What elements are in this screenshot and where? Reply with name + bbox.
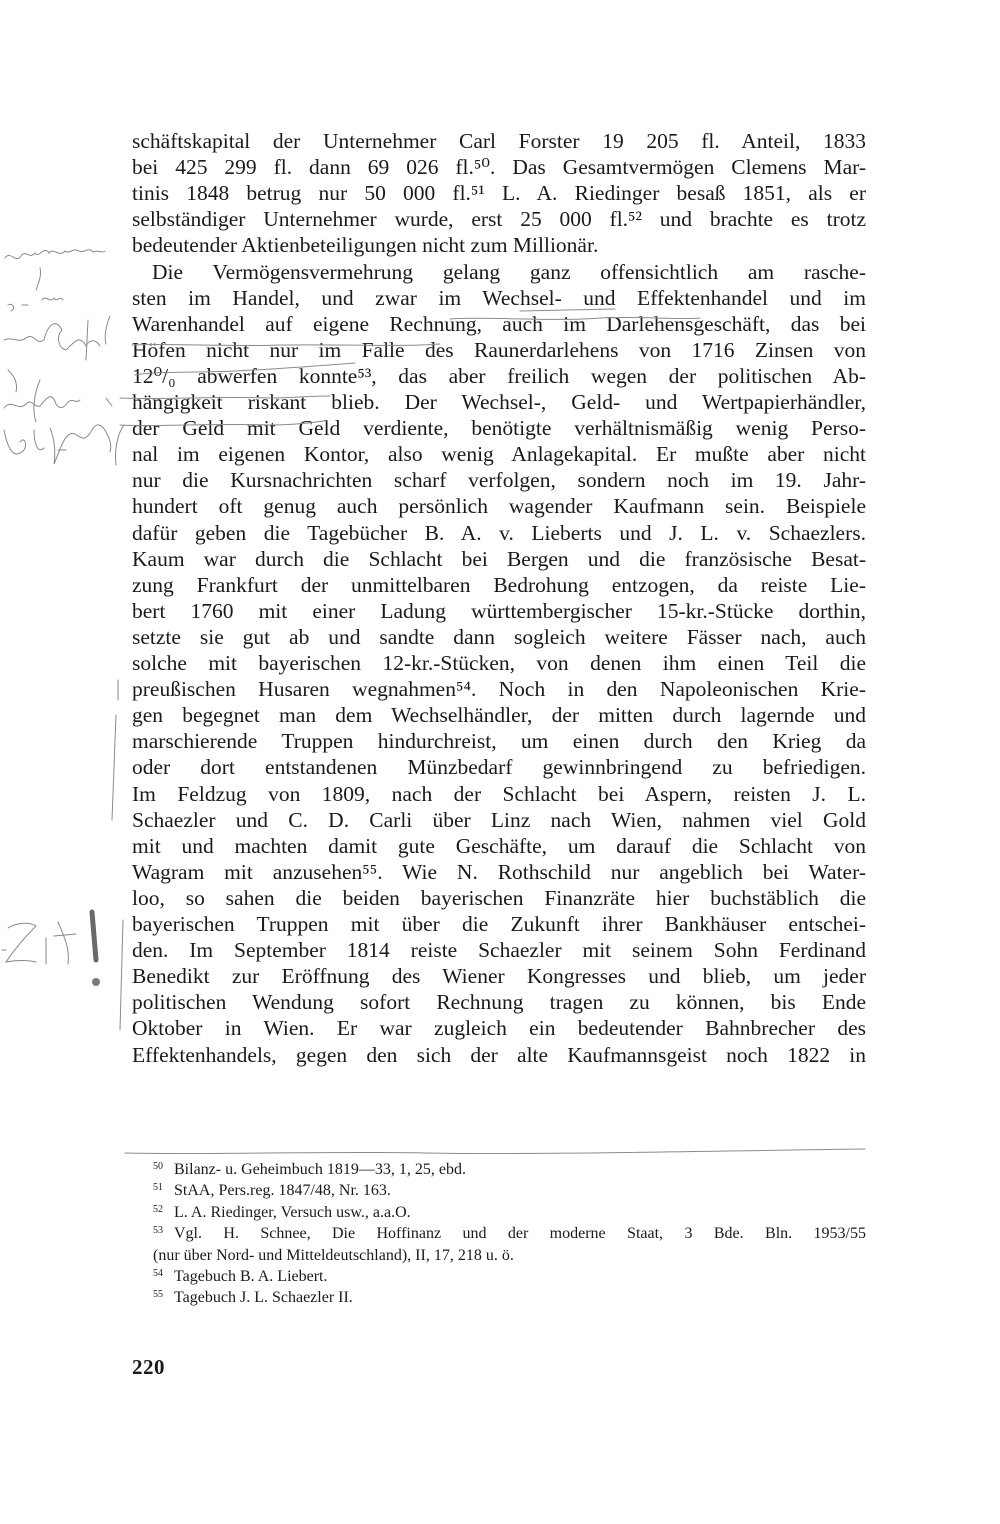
body-text-line: Die Vermögensvermehrung gelang ganz offensichtlich am rasche-: [152, 259, 866, 284]
body-text-line: 12⁰/₀ abwerfen konnte⁵³, das aber freilich wegen der politischen Ab-: [132, 363, 866, 388]
body-text-line: bei 425 299 fl. dann 69 026 fl.⁵⁰. Das Gesamtvermögen Clemens Mar-: [132, 155, 866, 180]
margin-note-scribble: [8, 370, 17, 392]
body-text-line: hängigkeit riskant blieb. Der Wechsel-, Geld- und Wertpapierhändler,: [132, 390, 866, 414]
margin-bar: [92, 912, 96, 960]
body-text-line: Warenhandel auf eigene Rechnung, auch im Darlehensgeschäft, das bei: [132, 311, 866, 336]
body-text-line: gen begegnet man dem Wechselhändler, der mitten durch lagernde und: [132, 703, 866, 728]
footnote-text: StAA, Pers.reg. 1847/48, Nr. 163.: [174, 1182, 391, 1200]
body-text-line: nur die Kursnachrichten scharf verfolgen, sondern noch im 19. Jahr-: [132, 468, 866, 493]
margin-note-zit: [6, 922, 76, 964]
margin-dot: [92, 978, 100, 986]
body-text-line: mit und machten damit gute Geschäfte, um darauf die Schlacht von: [132, 833, 866, 858]
body-text-line: Wagram mit anzusehen⁵⁵. Wie N. Rothschild nur angeblich bei Water-: [132, 859, 866, 884]
footnote-number: 52: [153, 1203, 163, 1215]
margin-bar: [112, 715, 116, 820]
footnote-text: Bilanz- u. Geheimbuch 1819—33, 1, 25, ebd.: [174, 1161, 466, 1178]
footnote-number: 50: [153, 1161, 163, 1172]
footnote-text: L. A. Riedinger, Versuch usw., a.a.O.: [174, 1203, 411, 1221]
margin-note-scribble: [8, 298, 63, 311]
body-text-line: Oktober in Wien. Er war zugleich ein bedeutender Bahnbrecher des: [132, 1016, 866, 1041]
body-text-line: Höfen nicht nur im Falle des Raunerdarlehens von 1716 Zinsen von: [132, 337, 866, 362]
body-text-line: Effektenhandels, gegen den sich der alte Kaufmannsgeist noch 1822 in: [132, 1042, 866, 1067]
body-text-line: sten im Handel, und zwar im Wechsel- und Effektenhandel und im: [132, 285, 866, 310]
footnote-text: Tagebuch B. A. Liebert.: [174, 1268, 328, 1285]
margin-bar: [120, 920, 123, 1030]
footnote-text: Vgl. H. Schnee, Die Hoffinanz und der moderne Staat, 3 Bde. Bln. 1953/55: [174, 1225, 866, 1243]
body-text-line: zung Frankfurt der unmittelbaren Bedrohung entzogen, da reiste Lie-: [132, 572, 866, 597]
body-text-line: bert 1760 mit einer Ladung württembergischer 15-kr.-Stücke dorthin,: [132, 598, 866, 623]
footnote-continuation: (nur über Nord- und Mitteldeutschland), II, 17, 218 u. ö.: [153, 1246, 514, 1264]
text-underline: [125, 1149, 865, 1154]
body-text-line: loo, so sahen die beiden bayerischen Finanzräte hier buchstäblich die: [132, 885, 866, 910]
body-text-line: den. Im September 1814 reiste Schaezler mit seinem Sohn Ferdinand: [132, 938, 866, 963]
page-number: 220: [132, 1355, 165, 1379]
body-text-line: schäftskapital der Unternehmer Carl Forster 19 205 fl. Anteil, 1833: [132, 129, 866, 153]
body-text-line: dafür geben die Tagebücher B. A. v. Lieberts und J. L. v. Schaezlers.: [132, 520, 866, 545]
margin-note-scribble: [4, 324, 100, 350]
footnote-number: 55: [153, 1289, 163, 1301]
body-text-line: Schaezler und C. D. Carli über Linz nach Wien, nahmen viel Gold: [132, 807, 866, 832]
body-text-line: Benedikt zur Eröffnung des Wiener Kongresses und blieb, um jeder: [132, 964, 866, 989]
margin-note-scribble: [4, 397, 112, 408]
body-text-line: preußischen Husaren wegnahmen⁵⁴. Noch in den Napoleonischen Krie-: [132, 677, 866, 702]
body-text-line: bedeutender Aktienbeteiligungen nicht zum Millionär.: [132, 233, 599, 258]
body-text-line: bayerischen Truppen mit über die Zukunft ihrer Bankhäuser entschei-: [132, 912, 866, 936]
body-text-line: politischen Wendung sofort Rechnung tragen zu können, bis Ende: [132, 990, 866, 1015]
body-text-line: hundert oft genug auch persönlich wagender Kaufmann sein. Beispiele: [132, 494, 866, 519]
margin-note-scribble: [86, 316, 110, 360]
body-text-line: Kaum war durch die Schlacht bei Bergen und die französische Besat-: [132, 546, 866, 571]
margin-note-scribble: [34, 380, 40, 422]
footnote-number: 54: [153, 1268, 163, 1279]
margin-note-scribble: [4, 425, 111, 464]
body-text-line: marschierende Truppen hindurchreist, um einen durch den Krieg da: [132, 729, 866, 754]
body-text-line: Im Feldzug von 1809, nach der Schlacht bei Aspern, reisten J. L.: [132, 781, 866, 806]
margin-note-scribble: [5, 250, 105, 259]
footnote-number: 51: [153, 1182, 163, 1194]
body-text-line: tinis 1848 betrug nur 50 000 fl.⁵¹ L. A. Riedinger besaß 1851, als er: [132, 181, 866, 206]
body-text-line: oder dort entstandenen Münzbedarf gewinnbringend zu befriedigen.: [132, 755, 866, 780]
body-text-line: setzte sie gut ab und sandte dann sogleich weitere Fässer nach, auch: [132, 624, 866, 649]
footnote-number: 53: [153, 1225, 163, 1237]
body-text-line: nal im eigenen Kontor, also wenig Anlagekapital. Er mußte aber nicht: [132, 442, 866, 467]
margin-note-scribble: [115, 425, 124, 465]
body-text-line: solche mit bayerischen 12-kr.-Stücken, von denen ihm einen Teil die: [132, 651, 866, 675]
body-text-line: selbständiger Unternehmer wurde, erst 25 000 fl.⁵² und brachte es trotz: [132, 207, 866, 232]
footnote-text: Tagebuch J. L. Schaezler II.: [174, 1289, 353, 1307]
margin-note-scribble: [36, 268, 41, 290]
body-text-line: der Geld mit Geld verdiente, benötigte verhältnismäßig wenig Perso-: [132, 416, 866, 441]
